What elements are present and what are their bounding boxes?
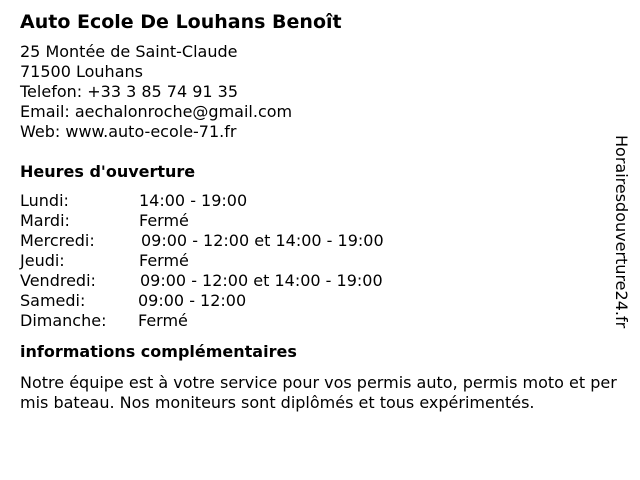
day-hours: Fermé — [138, 311, 188, 330]
hours-row-tuesday — [20, 211, 630, 231]
day-hours: 09:00 - 12:00 et 14:00 - 19:00 — [141, 231, 384, 250]
email-line: Email: aechalonroche@gmail.com — [20, 102, 293, 121]
day-hours: Fermé — [139, 251, 189, 270]
day-hours: 14:00 - 19:00 — [139, 191, 248, 210]
business-name: Auto Ecole De Louhans Benoît — [20, 11, 342, 33]
phone-line: Telefon: +33 3 85 74 91 35 — [20, 82, 239, 101]
day-label: Mercredi: — [20, 231, 95, 250]
business-card — [20, 8, 630, 413]
web-line: Web: www.auto-ecole-71.fr — [20, 122, 237, 141]
hours-row-saturday — [20, 291, 630, 311]
opening-hours-list — [20, 191, 630, 331]
day-label: Jeudi: — [20, 251, 65, 270]
address-city: 71500 Louhans — [20, 62, 143, 81]
day-label: Lundi: — [20, 191, 69, 210]
day-hours: 09:00 - 12:00 — [138, 291, 247, 310]
additional-info-text: Notre équipe est à votre service pour vos permis auto, permis moto et permis bateau. Nos moniteurs sont diplômés et tous expérimentés. — [20, 373, 617, 412]
day-label: Vendredi: — [20, 271, 96, 290]
day-label: Mardi: — [20, 211, 70, 230]
address-street: 25 Montée de Saint-Claude — [20, 42, 238, 61]
hours-row-friday — [20, 271, 630, 291]
hours-row-thursday — [20, 251, 630, 271]
day-label: Dimanche: — [20, 311, 107, 330]
day-hours: 09:00 - 12:00 et 14:00 - 19:00 — [140, 271, 383, 290]
day-hours: Fermé — [139, 211, 189, 230]
day-label: Samedi: — [20, 291, 86, 310]
hours-row-sunday — [20, 311, 630, 331]
hours-row-wednesday — [20, 231, 630, 251]
additional-info-heading: informations complémentaires — [20, 342, 297, 361]
site-watermark: Horairesdouverture24.fr — [612, 135, 631, 329]
hours-row-monday — [20, 191, 630, 211]
opening-hours-heading: Heures d'ouverture — [20, 162, 196, 181]
